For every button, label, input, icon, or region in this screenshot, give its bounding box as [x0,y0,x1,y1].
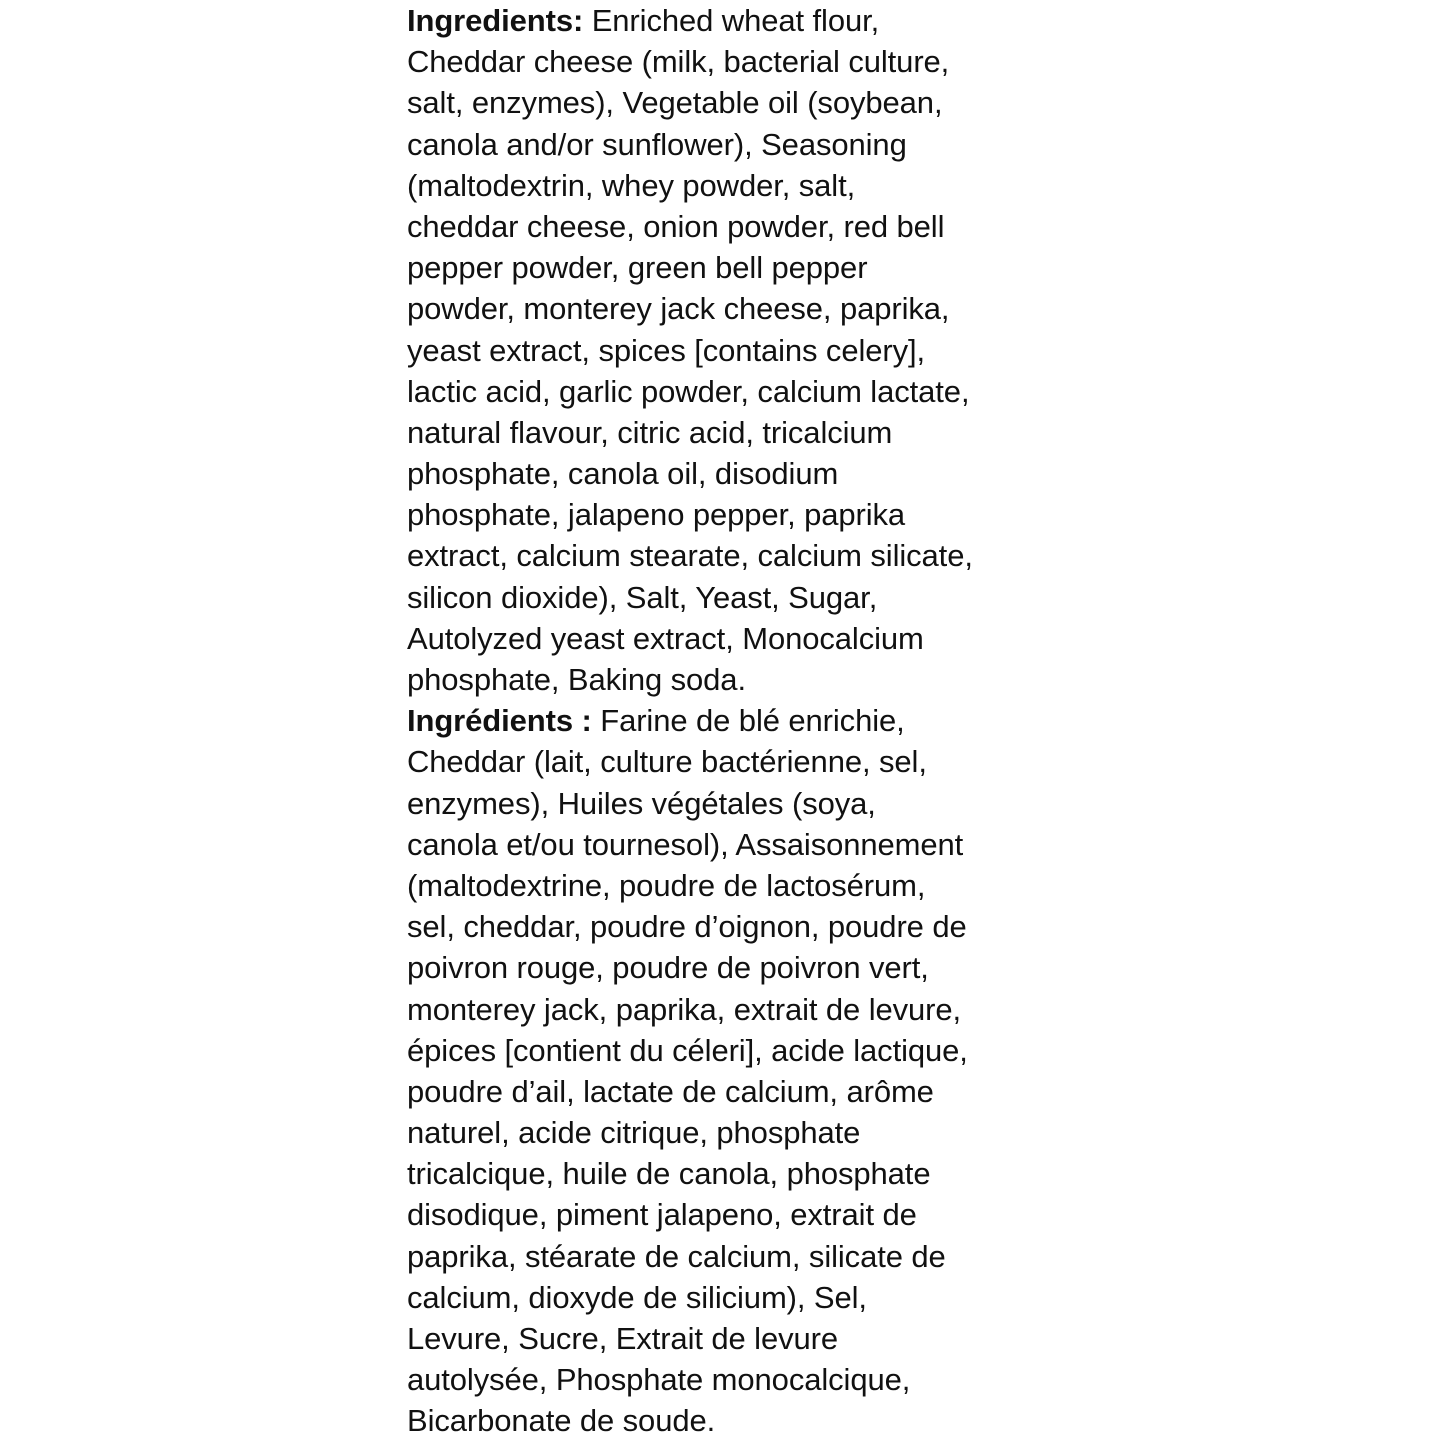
french-line: Bicarbonate de soude. [407,1403,716,1439]
english-line: extract, calcium stearate, calcium silicate, [407,538,973,574]
french-line: sel, cheddar, poudre d’oignon, poudre de [407,909,967,945]
ingredients-panel [407,0,1067,1442]
english-line: phosphate, Baking soda. [407,662,746,697]
french-line: enzymes), Huiles végétales (soya, [407,785,876,821]
english-line: silicon dioxide), Salt, Yeast, Sugar, [407,579,878,615]
english-line: Autolyzed yeast extract, Monocalcium [407,620,924,656]
english-line: canola and/or sunflower), Seasoning [407,126,907,162]
english-line: yeast extract, spices [contains celery], [407,332,926,368]
french-line: poudre d’ail, lactate de calcium, arôme [407,1073,934,1109]
french-line: monterey jack, paprika, extrait de levure, [407,991,962,1027]
french-ingredients [407,700,1067,1441]
french-line: disodique, piment jalapeno, extrait de [407,1197,917,1233]
english-line: lactic acid, garlic powder, calcium lactate, [407,373,970,409]
french-line: calcium, dioxyde de silicium), Sel, [407,1279,867,1315]
english-line: phosphate, canola oil, disodium [407,456,839,492]
english-heading: Ingredients: [407,3,584,38]
french-line: Farine de blé enrichie, [591,703,905,739]
english-first-line [407,0,1067,41]
french-heading: Ingrédients : [407,703,592,739]
english-line: natural flavour, citric acid, tricalcium [407,414,893,450]
french-line: tricalcique, huile de canola, phosphate [407,1156,931,1192]
french-line: Cheddar (lait, culture bactérienne, sel, [407,744,927,780]
english-line: cheddar cheese, onion powder, red bell [407,208,945,244]
french-line: canola et/ou tournesol), Assaisonnement [407,826,964,862]
english-ingredients [407,0,1067,700]
french-line: (maltodextrine, poudre de lactosérum, [407,867,926,903]
french-line: épices [contient du céleri], acide lactique, [407,1032,968,1068]
french-first-line [407,700,1067,741]
english-line: phosphate, jalapeno pepper, paprika [407,497,906,533]
english-line: powder, monterey jack cheese, paprika, [407,291,950,327]
english-line: (maltodextrin, whey powder, salt, [407,167,856,203]
french-line: Levure, Sucre, Extrait de levure [407,1321,839,1356]
french-line: paprika, stéarate de calcium, silicate de [407,1238,946,1274]
english-line: pepper powder, green bell pepper [407,250,868,286]
french-line: poivron rouge, poudre de poivron vert, [407,950,929,986]
english-line: salt, enzymes), Vegetable oil (soybean, [407,85,943,121]
french-line: autolysée, Phosphate monocalcique, [407,1362,911,1398]
english-line: Cheddar cheese (milk, bacterial culture, [407,44,950,80]
english-line: Enriched wheat flour, [583,3,880,38]
french-line: naturel, acide citrique, phosphate [407,1115,861,1151]
